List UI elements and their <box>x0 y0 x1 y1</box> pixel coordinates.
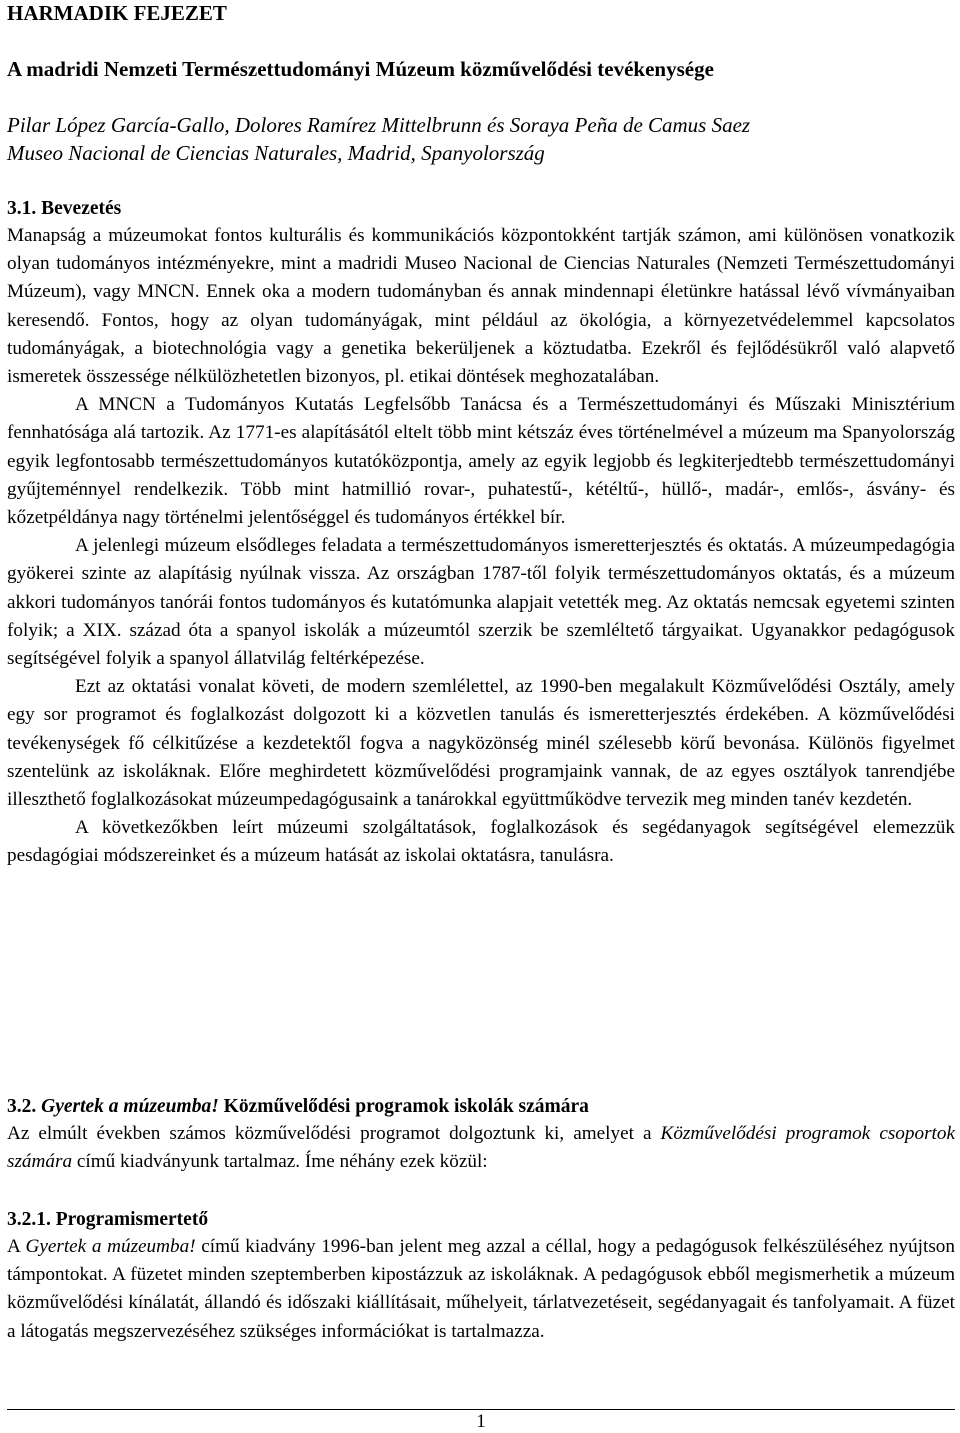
document-title: A madridi Nemzeti Természettudományi Múzeum közművelődési tevékenysége <box>7 57 714 81</box>
authors-line: Pilar López García-Gallo, Dolores Ramírez Mittelbrunn és Soraya Peña de Camus Saez <box>7 113 751 137</box>
section-number: 3.2. <box>7 1096 37 1117</box>
text-run: című kiadvány 1996-ban jelent meg azzal a céllal, hogy a pedagógusok felkészüléséhez nyújtson támpontokat. A füzetet minden szeptemberben kipostázzuk az iskoláknak. A pedagógusok ebből megismerhetik a múzeum közművelődési kínálatát, állandó és időszaki kiállításait, műhelyeit, tárlatvezetéseit, segédanyagait és tanfolyamait. A füzet a látogatás megszervezéséhez szükséges információkat is tartalmazza. <box>7 1236 955 1342</box>
section-heading-intro: 3.1. Bevezetés <box>7 198 122 219</box>
paragraph: A következőkben leírt múzeumi szolgáltatások, foglalkozások és segédanyagok segítségével elemezzük pesdagógiai módszereinket és a múzeum hatását az iskolai oktatásra, tanulásra. <box>7 817 955 867</box>
paragraph: Manapság a múzeumokat fontos kulturális és kommunikációs központokként tartják számon, ami különösen vonatkozik olyan tudományos intézményekre, mint a madridi Museo Nacional de Ciencias Naturales (Nemzeti Természettudományi Múzeum), vagy MNCN. Ennek oka a modern tudományban és annak mindennapi életünkre hatással lévő vívmányaiban keresendő. Fontos, hogy az olyan tudományágak, mint például az ökológia, a környezetvédelemmel kapcsolatos tudományágak, a biotechnológia vagy a genetika bekerüljenek a köztudatba. Ezekről és fejlődésükről való alapvető ismeretek összessége nélkülözhetetlen bizonyos, pl. etikai döntések meghozatalában. <box>7 225 955 388</box>
page-number: 1 <box>476 1411 486 1432</box>
text-run: Az elmúlt években számos közművelődési programot dolgoztunk ki, amelyet a <box>7 1123 661 1144</box>
section-intro-body <box>7 222 955 871</box>
text-run: A <box>7 1236 26 1257</box>
author-block <box>7 111 750 167</box>
chapter-heading: HARMADIK FEJEZET <box>7 1 227 25</box>
section-heading-program-guide: 3.2.1. Programismertető <box>7 1209 209 1230</box>
paragraph: A jelenlegi múzeum elsődleges feladata a természettudományos ismeretterjesztés és oktatás. A múzeumpedagógia gyökerei szinte az alapításig nyúlnak vissza. Az országban 1787-től folyik természettudományos oktatás, és a múzeum akkori tudományos tanórái fontos tudományos és kutatómunka alapjait vetették meg. Az oktatás nemcsak egyetemi szinten folyik; a XIX. század óta a spanyol iskolák a múzeumtól szerzik be szemléltető tárgyaikat. Ugyanakkor pedagógusok segítségével folyik a spanyol állatvilág feltérképezése. <box>7 535 955 670</box>
publication-title: Gyertek a múzeumba! <box>25 1236 196 1257</box>
paragraph <box>7 1233 955 1346</box>
paragraph: Ezt az oktatási vonalat követi, de modern szemlélettel, az 1990-ben megalakult Közművelődési Osztály, amely egy sor programot és foglalkozást dolgozott ki a közvetlen tanulás és ismeretterjesztés érdekében. A közművelődési tevékenységek fő célkitűzése a kezdetektől fogva a nagyközönség minél szélesebb körű bevonása. Különös figyelmet szentelünk az iskoláknak. Előre meghirdetett közművelődési programjaink vannak, de az egyes osztályok tanrendjébe illeszthető foglalkozásokat múzeumpedagógusaink a tanárokkal együttműködve tervezik meg minden tanév kezdetén. <box>7 676 955 811</box>
text-run: című kiadványunk tartalmaz. Íme néhány ezek közül: <box>72 1151 488 1173</box>
affiliation-line: Museo Nacional de Ciencias Naturales, Madrid, Spanyolország <box>7 141 545 165</box>
section-program-guide-body <box>7 1233 955 1346</box>
section-title-italic: Gyertek a múzeumba! <box>41 1096 219 1117</box>
section-heading-programs <box>7 1093 589 1121</box>
publication-title: Közművelődési programok csoportok számára <box>7 1123 955 1173</box>
footer-divider <box>7 1409 955 1410</box>
paragraph: A MNCN a Tudományos Kutatás Legfelsőbb Tanácsa és a Természettudományi és Műszaki Minisztérium fennhatósága alá tartozik. Az 1771-es alapításától eltelt több mint kétszáz éves történelmével a múzeum ma Spanyolország egyik legfontosabb természettudományos kutatóközpontja, amely az egyik legjobb és legkiterjedtebb természettudományi gyűjteménnyel rendelkezik. Több mint hatmillió rovar-, puhatestű-, kétéltű-, hüllő-, madár-, emlős-, ásvány- és kőzetpéldánya nagy történelmi jelentőséggel és tudományos értékkel bír. <box>7 394 955 529</box>
section-title-rest: Közművelődési programok iskolák számára <box>223 1096 589 1117</box>
section-programs-body <box>7 1120 955 1176</box>
paragraph <box>7 1120 955 1176</box>
